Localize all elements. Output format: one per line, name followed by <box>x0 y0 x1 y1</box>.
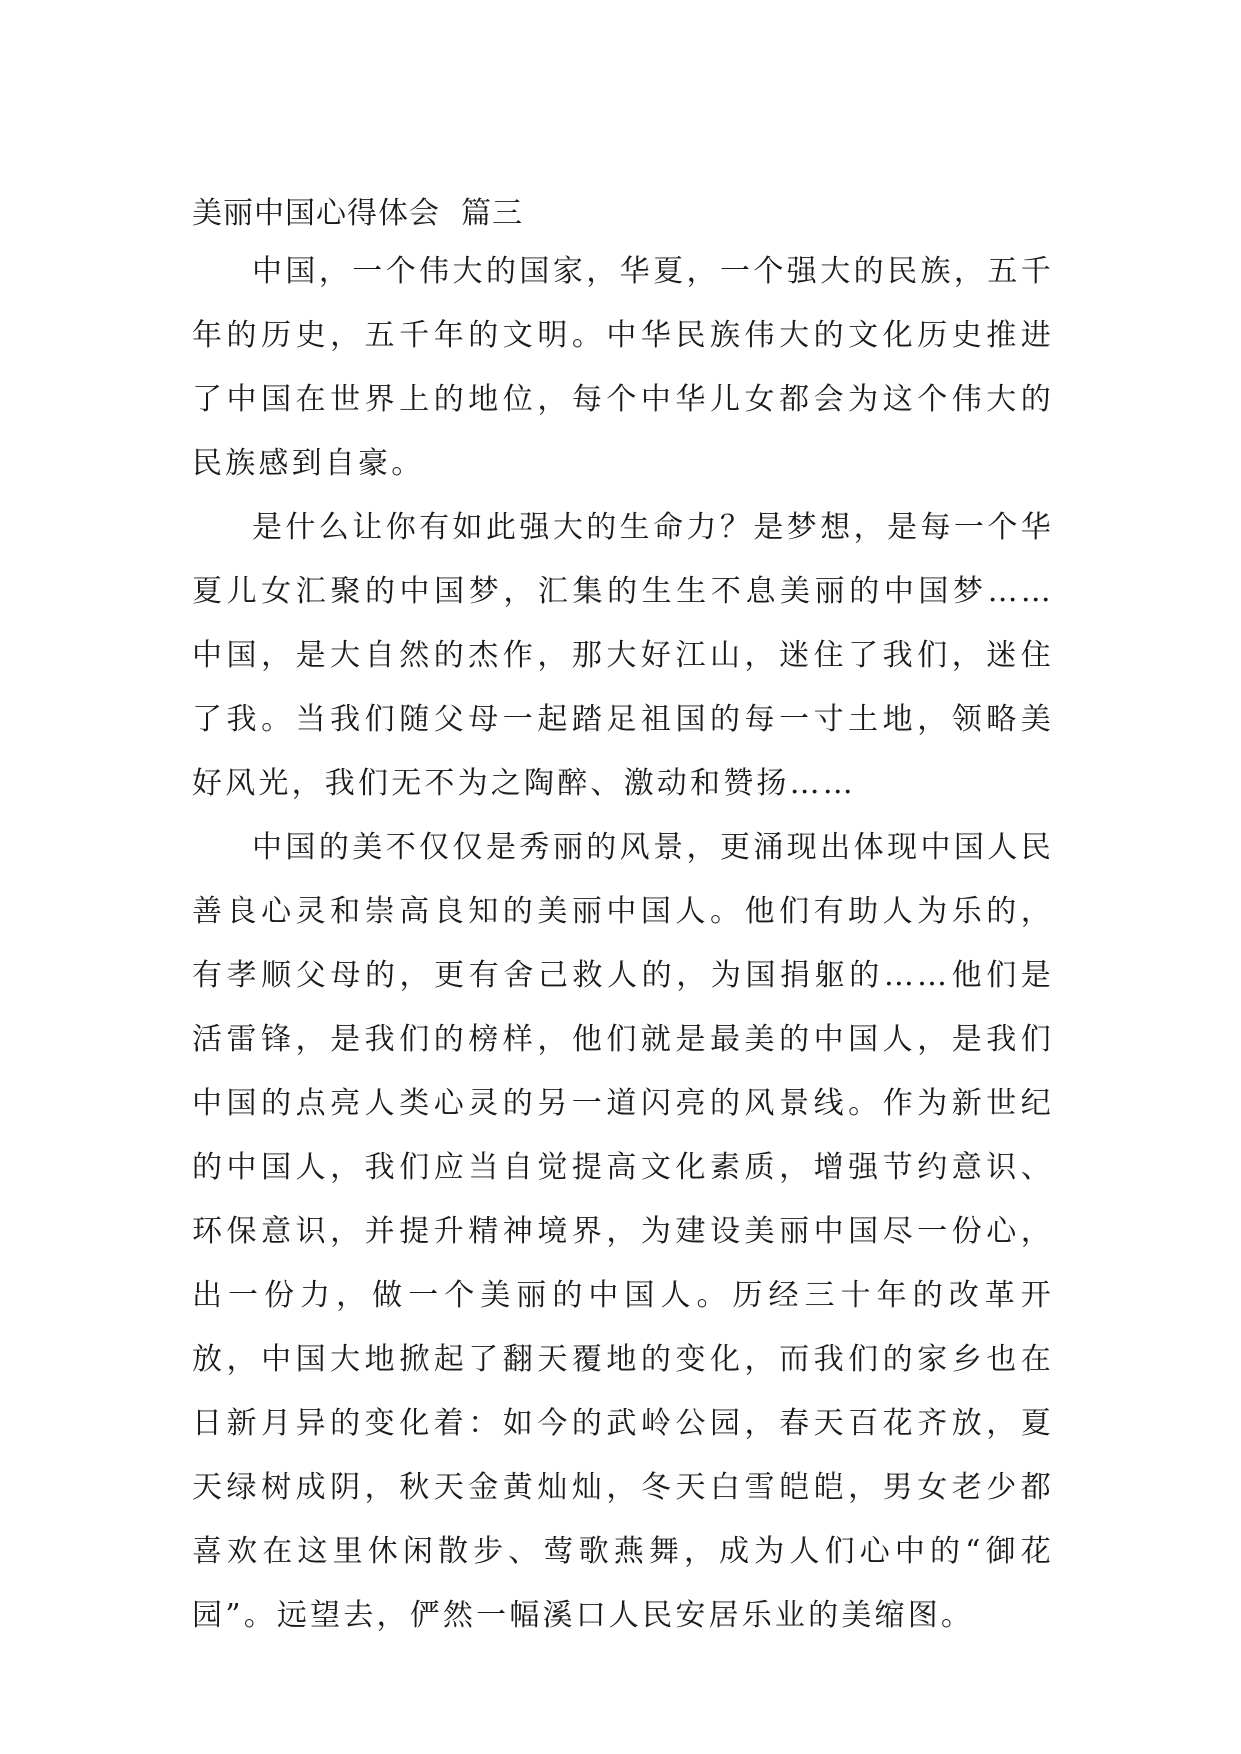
paragraph-3: 中国的美不仅仅是秀丽的风景，更涌现出体现中国人民善良心灵和崇高良知的美丽中国人。他们有助人为乐的，有孝顺父母的，更有舍己救人的，为国捐躯的……他们是活雷锋，是我们的榜样，他们就是最美的中国人，是我们中国的点亮人类心灵的另一道闪亮的风景线。作为新世纪的中国人，我们应当自觉提高文化素质，增强节约意识、环保意识，并提升精神境界，为建设美丽中国尽一份心，出一份力，做一个美丽的中国人。历经三十年的改革开放，中国大地掀起了翻天覆地的变化，而我们的家乡也在日新月异的变化着：如今的武岭公园，春天百花齐放，夏天绿树成阴，秋天金黄灿灿，冬天白雪皑皑，男女老少都喜欢在这里休闲散步、莺歌燕舞，成为人们心中的“御花园”。远望去，俨然一幅溪口人民安居乐业的美缩图。 <box>192 830 1054 1633</box>
paragraph-1: 中国，一个伟大的国家，华夏，一个强大的民族，五千年的历史，五千年的文明。中华民族伟大的文化历史推进了中国在世界上的地位，每个中华儿女都会为这个伟大的民族感到自豪。 <box>192 254 1054 481</box>
document-body <box>192 191 1054 1648</box>
paragraph-2: 是什么让你有如此强大的生命力？是梦想，是每一个华夏儿女汇聚的中国梦，汇集的生生不息美丽的中国梦……中国，是大自然的杰作，那大好江山，迷住了我们，迷住了我。当我们随父母一起踏足祖国的每一寸土地，领略美好风光，我们无不为之陶醉、激动和赞扬…… <box>192 510 1054 801</box>
document-title: 美丽中国心得体会 篇三 <box>192 196 524 231</box>
